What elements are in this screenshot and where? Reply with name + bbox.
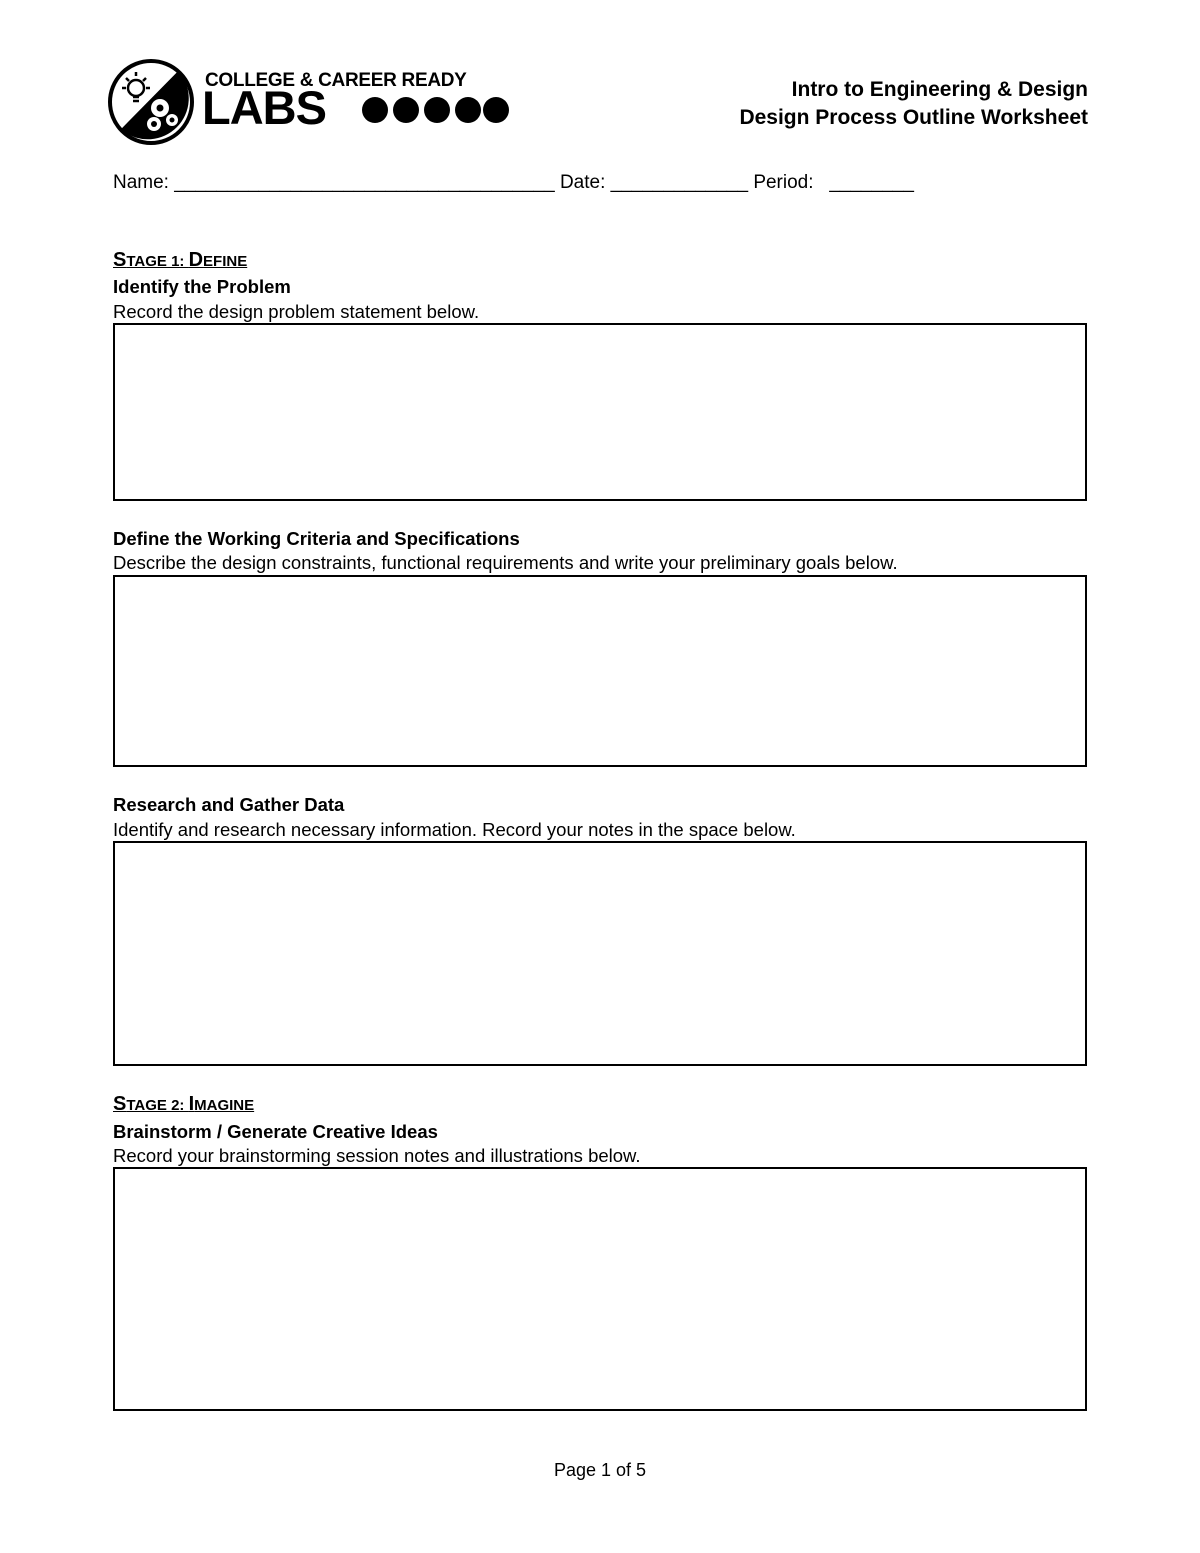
identify-problem-instruction: Record the design problem statement below.: [113, 301, 480, 322]
brainstorm-instruction: Record your brainstorming session notes and illustrations below.: [113, 1145, 641, 1166]
date-field[interactable]: _____________: [610, 172, 749, 193]
date-label: Date:: [559, 172, 606, 193]
worksheet-title: Design Process Outline Worksheet: [739, 106, 1088, 129]
criteria-box[interactable]: [113, 575, 1087, 767]
research-instruction: Identify and research necessary information. Record your notes in the space below.: [113, 819, 796, 840]
stage-2-heading: STAGE 2: IMAGINE: [113, 1093, 255, 1115]
research-heading: Research and Gather Data: [113, 794, 345, 815]
globe-chip-icon: [483, 97, 509, 123]
worksheet-header: [739, 76, 1088, 132]
house-chip-icon: [424, 97, 450, 123]
period-field[interactable]: ________: [829, 172, 914, 193]
brainstorm-heading: Brainstorm / Generate Creative Ideas: [113, 1121, 438, 1142]
course-title: Intro to Engineering & Design: [791, 78, 1088, 101]
logo-labs-wordmark: LABS: [202, 81, 326, 134]
cog-chip-icon: [362, 97, 388, 123]
problem-statement-box[interactable]: [113, 323, 1087, 501]
lightbulb-gears-logo-icon: [108, 58, 198, 146]
criteria-heading: Define the Working Criteria and Specifications: [113, 528, 520, 549]
page-number: Page 1 of 5: [553, 1460, 647, 1480]
identify-problem-heading: Identify the Problem: [113, 276, 291, 297]
flask-chip-icon: [455, 97, 481, 123]
logo-tagline: COLLEGE & CAREER READY: [205, 70, 467, 91]
period-label: Period:: [753, 172, 814, 193]
name-label: Name:: [113, 172, 169, 193]
research-notes-box[interactable]: [113, 841, 1087, 1066]
criteria-instruction: Describe the design constraints, functional requirements and write your preliminary goals below.: [113, 552, 898, 573]
caduceus-chip-icon: [393, 97, 419, 123]
brainstorm-box[interactable]: [113, 1167, 1087, 1411]
name-field[interactable]: ____________________________________: [174, 172, 555, 193]
stage-1-heading: STAGE 1: DEFINE: [113, 249, 248, 271]
student-info-line: [113, 172, 914, 194]
